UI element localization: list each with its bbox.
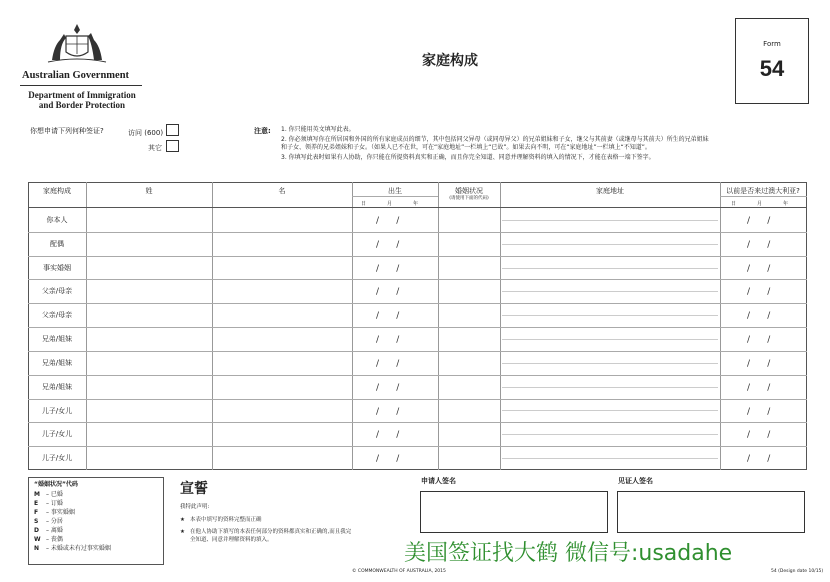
visit-date-field[interactable]: / / [747,454,771,465]
visa-question: 你想申请下列何种签证? [30,127,104,135]
column-divider [212,182,213,470]
copyright-text: © COMMONWEALTH OF AUSTRALIA, 2015 [352,569,446,574]
visit-date-field[interactable]: / / [747,335,771,346]
relationship-label: 兄弟/姐妹 [41,358,73,367]
visit-year-label: 年 [783,201,789,207]
declaration-item: 在他人协助下填写的本表任何部分的资料都真实和正确的,而且我完全知道、同意并理解资料的填入。 [190,529,352,543]
header-prior-visit: 以前是否来过澳大利亚? [726,187,800,195]
codes-list [34,490,111,553]
note-item: 1. 你只能用英文填写此表。 [281,126,355,133]
marital-code-row [34,508,111,517]
marital-code-row [34,544,111,553]
marital-code-row [34,535,111,544]
birth-month-label: 月 [387,201,393,207]
address-line [502,458,718,459]
marital-code: S [34,518,39,525]
marital-code: F [34,509,39,516]
row-divider [28,351,807,352]
marital-code-row [34,490,111,499]
birth-date-field[interactable]: / / [376,358,400,369]
marital-code-label: – 丧偶 [46,536,63,543]
relationship-label: 父亲/母亲 [41,287,73,296]
header-address: 家庭地址 [596,187,624,195]
government-name: Australian Government [22,70,130,81]
marital-code-label: – 订婚 [46,500,63,507]
notes-list [281,126,801,162]
visit-date-field[interactable]: / / [747,311,771,322]
row-divider [28,399,807,400]
header-surname: 姓 [145,187,153,195]
bullet-icon: ★ [180,529,185,535]
marital-code-row [34,499,111,508]
note-item: 和子女、领养的兄弟姐妹和子女。（如果人已不在世，可在“家庭地址”一栏填上“已故”。如果去向不明，可在“家庭地址”一栏填上“不知道”。 [281,144,651,151]
marital-code: E [34,500,39,507]
header-relationship: 家庭构成 [43,187,71,195]
subheader-divider [720,196,807,197]
bullet-icon: ★ [180,517,185,523]
family-table [28,182,807,470]
address-line [502,220,718,221]
notes-label: 注意: [254,127,271,135]
address-line [502,363,718,364]
visit-date-field[interactable]: / / [747,287,771,298]
marital-code: N [34,545,40,552]
row-divider [28,256,807,257]
subheader-divider [352,196,438,197]
address-line [502,268,718,269]
form-number: 54 [759,56,785,81]
marital-code: D [34,527,39,534]
row-divider [28,422,807,423]
header-divider [20,85,142,86]
relationship-label: 兄弟/姐妹 [41,335,73,344]
row-divider [28,279,807,280]
declaration-title: 宣誓 [180,482,208,497]
department-name [20,90,144,110]
birth-date-field[interactable]: / / [376,216,400,226]
marital-code-row [34,517,111,526]
row-divider [28,232,807,233]
visit-date-field[interactable]: / / [747,216,771,226]
form-label: Form [763,40,781,48]
relationship-label: 你本人 [46,216,68,224]
form-date-text: 54 (Design date 10/15) [771,569,824,574]
department-line-2: and Border Protection [38,100,126,110]
address-line [502,291,718,292]
visit-date-field[interactable]: / / [747,382,771,393]
address-line [502,387,718,388]
header-marital: 婚姻状况 [455,187,483,195]
relationship-label: 儿子/女儿 [41,430,73,439]
marital-code-label: – 分居 [46,518,63,525]
header-divider [28,207,807,208]
row-divider [28,375,807,376]
relationship-label: 事实婚姻 [43,263,71,272]
row-divider [28,327,807,328]
column-divider [720,182,721,470]
birth-date-field[interactable]: / / [376,263,400,274]
applicant-signature-box[interactable] [420,491,608,533]
row-divider [28,303,807,304]
visit-month-label: 月 [757,201,763,207]
applicant-signature-label: 申请人签名 [421,477,456,485]
other-option-label: 其它 [148,144,162,152]
form-title: 家庭构成 [422,53,478,69]
marital-code-label: – 事实婚姻 [46,509,75,516]
address-line [502,339,718,340]
address-line [502,315,718,316]
visit-day-label: 日 [731,201,737,207]
relationship-label: 儿子/女儿 [41,454,73,463]
header-birth: 出生 [388,187,402,195]
witness-signature-label: 见证人签名 [618,477,653,485]
column-divider [86,182,87,470]
address-line [502,410,718,411]
marital-code: M [34,491,40,498]
note-item: 3. 你填写此表时如果有人协助，你只能在所提资料真实和正确，而且你完全知道、同意并理解资料的填入的情况下，才能在表格一端下签字。 [281,154,655,161]
visit-date-field[interactable]: / / [747,239,771,250]
birth-date-field[interactable]: / / [376,406,400,417]
column-divider [438,182,439,470]
visit-date-field[interactable]: / / [747,263,771,274]
birth-date-field[interactable]: / / [376,335,400,346]
marital-code-label: – 未婚或未有过事实婚姻 [46,545,111,552]
department-line-1: Department of Immigration [28,90,136,100]
birth-date-field[interactable]: / / [376,311,400,322]
header-given-name: 名 [278,187,286,195]
marital-code: W [34,536,41,543]
relationship-label: 儿子/女儿 [41,406,73,415]
watermark-text: 美国签证找大鹤 微信号:usadahe [404,541,733,566]
visit-date-field[interactable]: / / [747,406,771,417]
column-divider [352,182,353,470]
visit-date-field[interactable]: / / [747,430,771,441]
birth-date-field[interactable]: / / [376,382,400,393]
row-divider [28,446,807,447]
declaration-intro: 我特此声明: [180,504,210,510]
birth-year-label: 年 [413,201,419,207]
codes-title: “婚姻状况”代码 [34,481,78,488]
relationship-label: 配偶 [50,239,64,248]
witness-signature-box[interactable] [617,491,805,533]
note-item: 2. 你必须填写你在所居国和外国的所有家庭成员的细节，其中包括同父异母（或同母异父）的兄弟姐妹和子女，继父与其前妻（或继母与其前夫）所生的兄弟姐妹 [281,136,709,143]
address-line [502,244,718,245]
birth-date-field[interactable]: / / [376,287,400,298]
visitor-option-label: 访问 (600) [128,129,164,137]
column-divider [500,182,501,470]
marital-code-row [34,526,111,535]
declaration-items [180,516,370,544]
other-checkbox[interactable] [166,140,179,152]
relationship-label: 兄弟/姐妹 [41,382,73,391]
marital-code-label: – 已婚 [46,491,63,498]
header-marital-sub: (请使用下面的代码) [449,196,489,201]
birth-date-field[interactable]: / / [376,239,400,250]
declaration-item: 本表中填写的资料完整而正确 [190,517,262,523]
relationship-label: 父亲/母亲 [41,311,73,320]
birth-day-label: 日 [361,201,367,207]
address-line [502,434,718,435]
birth-date-field[interactable]: / / [376,454,400,465]
visit-date-field[interactable]: / / [747,358,771,369]
marital-code-label: – 离婚 [46,527,63,534]
birth-date-field[interactable]: / / [376,430,400,441]
visitor-checkbox[interactable] [166,124,179,136]
